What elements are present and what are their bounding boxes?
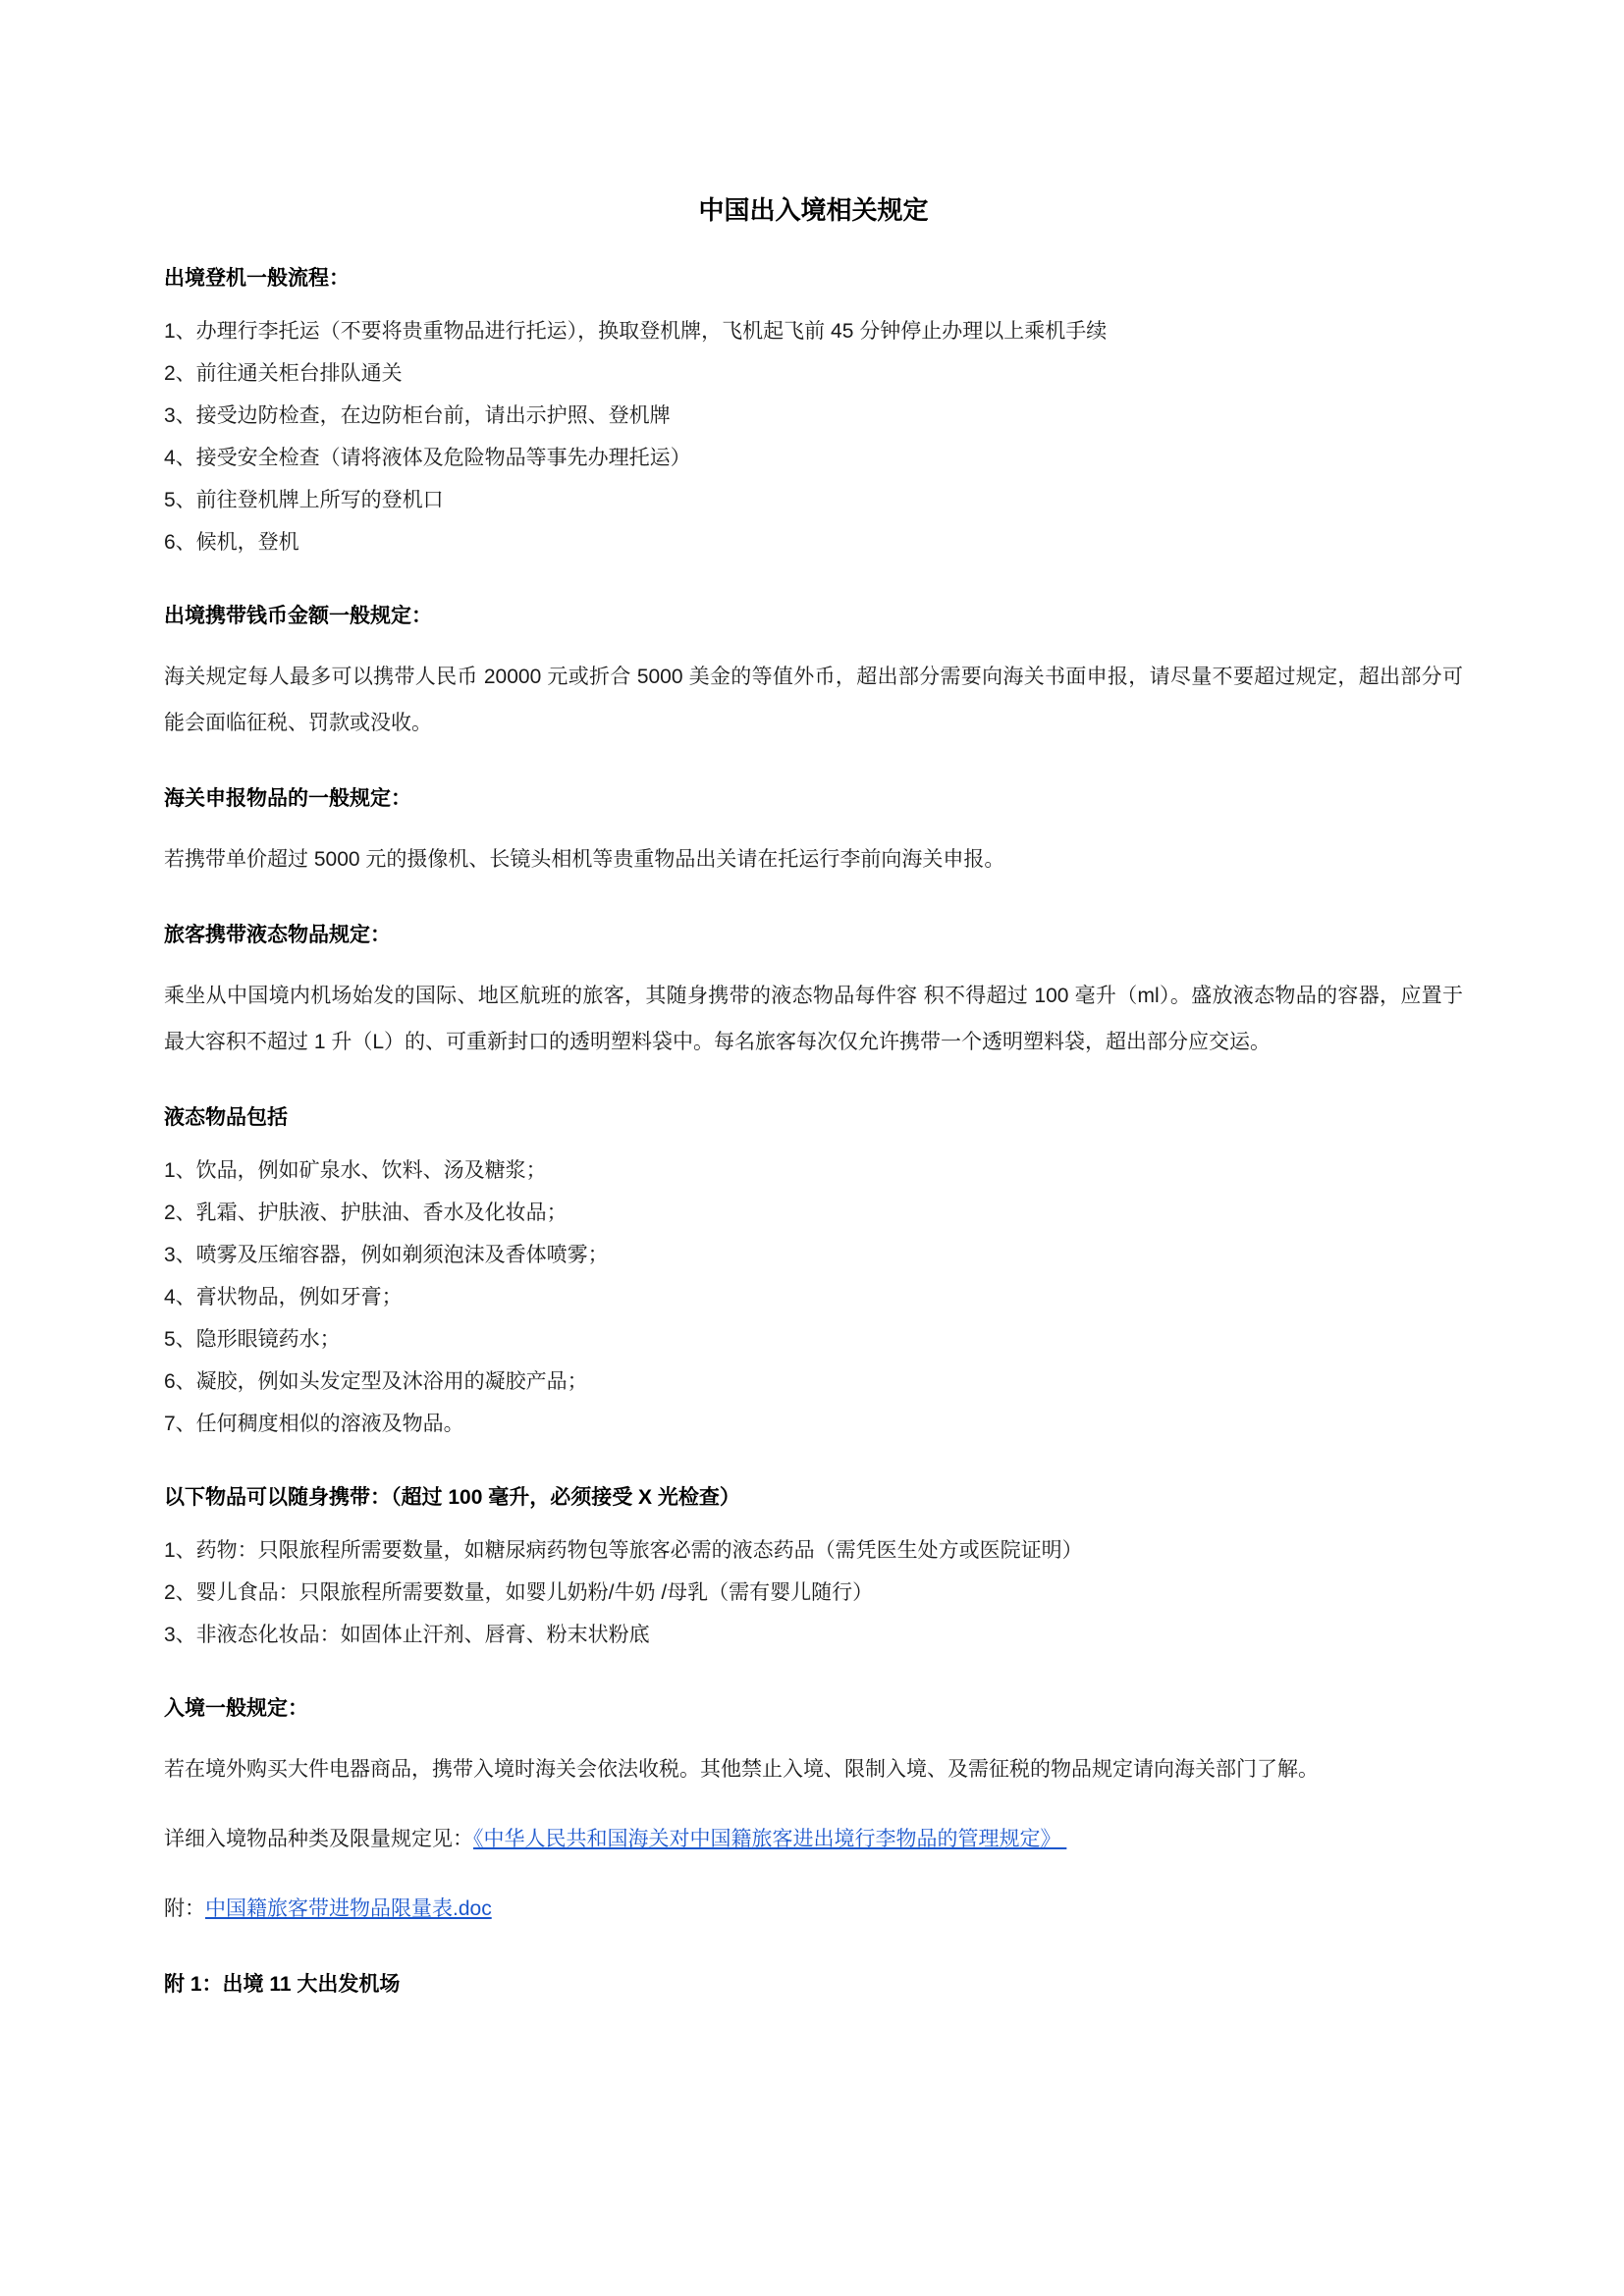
paragraph-liquids: 乘坐从中国境内机场始发的国际、地区航班的旅客，其随身携带的液态物品每件容 积不得超过 100 毫升（ml）。盛放液态物品的容器，应置于最大容积不超过 1 升（L）的、可重新封口的透明塑料袋中。每名旅客每次仅允许携带一个透明塑料袋，超出部分应交运。 <box>164 985 1463 1053</box>
list-item: 3、喷雾及压缩容器，例如剃须泡沫及香体喷雾； <box>164 1244 609 1266</box>
list-item: 1、饮品，例如矿泉水、饮料、汤及糖浆； <box>164 1159 547 1182</box>
list-item: 2、婴儿食品：只限旅程所需要数量，如婴儿奶粉/牛奶 /母乳（需有婴儿随行） <box>164 1581 874 1604</box>
list-item: 4、膏状物品，例如牙膏； <box>164 1286 403 1308</box>
list-item: 6、候机，登机 <box>164 531 299 554</box>
list-item: 7、任何稠度相似的溶液及物品。 <box>164 1413 464 1435</box>
boarding-steps-list <box>164 310 1463 563</box>
list-item: 4、接受安全检查（请将液体及危险物品等事先办理托运） <box>164 447 691 469</box>
list-item: 5、前往登机牌上所写的登机口 <box>164 489 444 511</box>
paragraph-declaration: 若携带单价超过 5000 元的摄像机、长镜头相机等贵重物品出关请在托运行李前向海关申报。 <box>164 848 1005 871</box>
list-item: 6、凝胶，例如头发定型及沐浴用的凝胶产品； <box>164 1370 588 1393</box>
list-item: 3、非液态化妆品：如固体止汗剂、唇膏、粉末状粉底 <box>164 1624 650 1646</box>
detail-regulation-line <box>164 1816 1463 1862</box>
paragraph-entry: 若在境外购买大件电器商品，携带入境时海关会依法收税。其他禁止入境、限制入境、及需征税的物品规定请向海关部门了解。 <box>164 1758 1319 1781</box>
liquid-types-list <box>164 1149 1463 1445</box>
detail-regulation-prefix: 详细入境物品种类及限量规定见： <box>164 1828 473 1850</box>
section-heading-entry: 入境一般规定： <box>164 1697 308 1720</box>
list-item: 5、隐形眼镜药水； <box>164 1328 341 1351</box>
list-item: 1、药物：只限旅程所需要数量，如糖尿病药物包等旅客必需的液态药品（需凭医生处方或医院证明） <box>164 1539 1083 1562</box>
list-item: 2、乳霜、护肤液、护肤油、香水及化妆品； <box>164 1201 568 1224</box>
carry-on-list <box>164 1529 1463 1656</box>
list-item: 3、接受边防检查，在边防柜台前，请出示护照、登机牌 <box>164 404 671 427</box>
section-heading-appendix: 附 1：出境 11 大出发机场 <box>164 1973 401 1996</box>
section-heading-liquid-types: 液态物品包括 <box>164 1106 288 1129</box>
list-item: 1、办理行李托运（不要将贵重物品进行托运），换取登机牌，飞机起飞前 45 分钟停止办理以上乘机手续 <box>164 320 1108 343</box>
section-heading-declaration: 海关申报物品的一般规定： <box>164 787 411 810</box>
section-heading-carry-on: 以下物品可以随身携带：（超过 100 毫升，必须接受 X 光检查） <box>164 1486 740 1509</box>
section-heading-boarding: 出境登机一般流程： <box>164 267 350 290</box>
section-heading-liquids: 旅客携带液态物品规定： <box>164 924 391 946</box>
section-heading-currency: 出境携带钱币金额一般规定： <box>164 605 432 627</box>
doc-title: 中国出入境相关规定 <box>698 195 929 225</box>
document-content <box>0 194 1624 1999</box>
attachment-prefix: 附： <box>164 1897 205 1920</box>
regulation-link[interactable]: 《中华人民共和国海关对中国籍旅客进出境行李物品的管理规定》 <box>473 1828 1067 1850</box>
paragraph-currency: 海关规定每人最多可以携带人民币 20000 元或折合 5000 美金的等值外币，超出部分需要向海关书面申报，请尽量不要超过规定，超出部分可能会面临征税、罚款或没收。 <box>164 666 1463 734</box>
attachment-doc-link[interactable]: 中国籍旅客带进物品限量表.doc <box>205 1897 492 1920</box>
attachment-line <box>164 1886 1463 1932</box>
list-item: 2、前往通关柜台排队通关 <box>164 362 403 385</box>
